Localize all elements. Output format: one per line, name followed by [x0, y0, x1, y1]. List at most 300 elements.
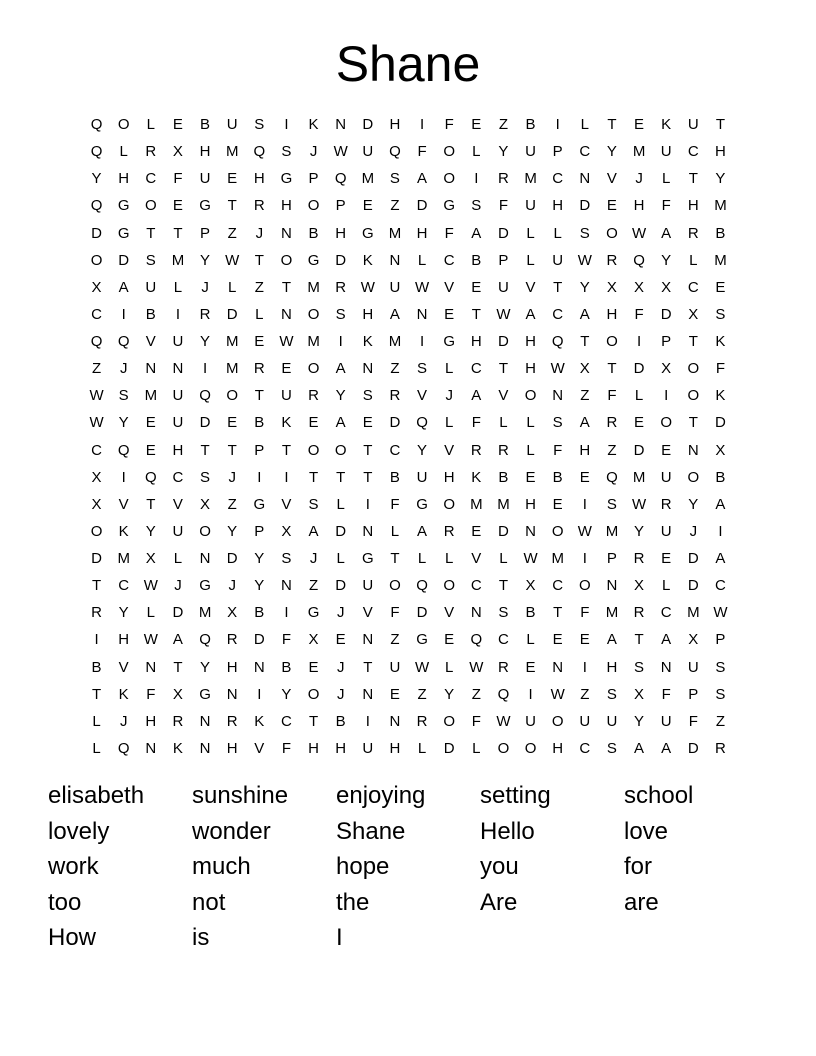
grid-letter: O	[524, 739, 537, 757]
grid-letter: R	[443, 522, 455, 540]
grid-letter: I	[419, 333, 425, 351]
grid-letter: N	[525, 522, 536, 540]
grid-letter: H	[335, 224, 347, 242]
grid-letter: V	[145, 333, 156, 351]
grid-letter: O	[307, 685, 320, 703]
grid-letter: P	[200, 224, 211, 242]
grid-letter: L	[445, 550, 454, 568]
grid-letter: I	[582, 550, 587, 568]
grid-letter: T	[336, 468, 346, 486]
grid-letter: O	[199, 522, 211, 540]
grid-letter: T	[363, 658, 373, 676]
word-list-item: love	[624, 817, 669, 845]
grid-letter: N	[253, 658, 265, 676]
grid-letter: L	[526, 441, 535, 459]
grid-letter: O	[280, 251, 293, 269]
word-list-item: hope	[336, 853, 390, 880]
grid-letter: N	[199, 739, 211, 757]
grid-letter: R	[660, 495, 672, 513]
grid-letter: N	[362, 522, 374, 540]
grid-letter: Y	[200, 658, 211, 676]
word-list-item: is	[192, 924, 210, 951]
grid-letter: Z	[390, 631, 400, 649]
grid-letter: X	[579, 360, 590, 378]
grid-letter: U	[389, 278, 401, 296]
grid-letter: O	[606, 224, 618, 242]
grid-letter: D	[335, 577, 347, 595]
grid-letter: A	[715, 550, 726, 568]
grid-letter: S	[200, 468, 211, 486]
grid-letter: Y	[91, 170, 102, 188]
grid-letter: X	[634, 278, 645, 296]
grid-letter: P	[308, 170, 319, 188]
grid-letter: R	[687, 224, 699, 242]
grid-letter: X	[145, 550, 156, 568]
grid-letter: U	[525, 143, 536, 161]
grid-letter: I	[284, 116, 289, 134]
grid-letter: N	[687, 441, 699, 459]
grid-letter: I	[257, 685, 262, 703]
grid-letter: D	[579, 197, 591, 215]
grid-letter: G	[199, 685, 211, 703]
grid-letter: J	[228, 468, 236, 486]
grid-letter: F	[553, 441, 563, 459]
grid-letter: F	[498, 197, 509, 215]
grid-letter: G	[307, 251, 320, 269]
grid-letter: G	[117, 224, 130, 242]
grid-letter: M	[144, 387, 158, 405]
grid-letter: T	[580, 333, 590, 351]
grid-letter: Y	[688, 495, 699, 513]
grid-letter: B	[498, 468, 509, 486]
grid-letter: J	[201, 278, 209, 296]
grid-letter: A	[172, 631, 183, 649]
grid-letter: O	[443, 143, 456, 161]
grid-letter: E	[172, 197, 183, 215]
grid-letter: T	[281, 278, 292, 296]
grid-letter: M	[307, 333, 320, 351]
grid-letter: E	[715, 278, 726, 296]
grid-letter: J	[309, 143, 318, 161]
grid-letter: M	[714, 197, 727, 215]
grid-letter: D	[687, 739, 699, 757]
grid-letter: V	[118, 658, 129, 676]
grid-letter: U	[172, 333, 184, 351]
grid-letter: I	[365, 712, 370, 730]
grid-letter: K	[362, 333, 373, 351]
grid-letter: S	[715, 305, 726, 323]
grid-letter: C	[470, 577, 482, 595]
grid-letter: F	[173, 170, 183, 188]
grid-letter: T	[254, 251, 264, 269]
grid-letter: W	[89, 387, 104, 405]
grid-letter: R	[253, 360, 265, 378]
grid-letter: U	[416, 468, 428, 486]
grid-letter: O	[551, 522, 564, 540]
puzzle-title: Shane	[335, 36, 481, 92]
grid-letter: H	[470, 333, 482, 351]
grid-letter: T	[173, 224, 183, 242]
grid-letter: H	[308, 739, 319, 757]
grid-letter: D	[199, 414, 211, 432]
grid-letter: N	[416, 305, 428, 323]
grid-letter: Y	[634, 712, 645, 730]
grid-letter: T	[498, 577, 509, 595]
grid-letter: D	[172, 604, 184, 622]
grid-letter: Q	[117, 739, 130, 757]
grid-letter: U	[172, 387, 184, 405]
grid-letter: T	[173, 658, 183, 676]
grid-letter: D	[226, 550, 238, 568]
grid-letter: K	[118, 685, 129, 703]
grid-letter: V	[172, 495, 183, 513]
grid-letter: M	[687, 604, 700, 622]
grid-letter: U	[660, 143, 672, 161]
grid-letter: L	[92, 739, 101, 757]
grid-letter: U	[226, 116, 238, 134]
grid-letter: S	[254, 116, 265, 134]
grid-letter: W	[713, 604, 728, 622]
grid-letter: Z	[607, 441, 617, 459]
grid-letter: D	[253, 631, 265, 649]
grid-letter: D	[498, 224, 509, 242]
grid-letter: K	[715, 333, 726, 351]
grid-letter: V	[444, 604, 455, 622]
grid-letter: W	[577, 251, 592, 269]
grid-letter: T	[607, 116, 617, 134]
grid-letter: M	[524, 170, 537, 188]
grid-letter: S	[498, 604, 509, 622]
grid-letter: X	[606, 278, 617, 296]
grid-letter: W	[225, 251, 240, 269]
grid-letter: A	[471, 387, 482, 405]
grid-letter: U	[687, 658, 699, 676]
grid-letter: Y	[715, 170, 726, 188]
grid-letter: M	[497, 495, 510, 513]
grid-letter: E	[444, 305, 455, 323]
grid-letter: Z	[227, 495, 237, 513]
word-list-item: lovely	[48, 817, 110, 845]
grid-letter: Q	[90, 143, 103, 161]
grid-letter: K	[254, 712, 265, 730]
grid-letter: U	[145, 278, 157, 296]
grid-letter: D	[362, 116, 374, 134]
grid-letter: N	[389, 712, 401, 730]
grid-letter: C	[172, 468, 184, 486]
grid-letter: O	[307, 441, 320, 459]
grid-letter: E	[362, 414, 373, 432]
grid-letter: I	[284, 604, 289, 622]
word-list-item: How	[48, 924, 97, 951]
grid-letter: I	[121, 468, 126, 486]
grid-letter: H	[281, 197, 292, 215]
grid-letter: E	[634, 116, 645, 134]
grid-letter: D	[335, 251, 347, 269]
grid-letter: B	[281, 658, 292, 676]
grid-letter: M	[225, 143, 239, 161]
grid-letter: B	[525, 604, 536, 622]
grid-letter: H	[226, 739, 238, 757]
grid-letter: O	[117, 116, 130, 134]
grid-letter: B	[91, 658, 102, 676]
grid-letter: T	[498, 360, 509, 378]
grid-letter: B	[471, 251, 482, 269]
grid-letter: O	[90, 251, 103, 269]
grid-letter: H	[118, 631, 130, 649]
grid-letter: G	[199, 197, 211, 215]
grid-letter: O	[551, 712, 564, 730]
grid-letter: T	[607, 360, 617, 378]
grid-letter: N	[172, 360, 184, 378]
grid-letter: B	[254, 604, 265, 622]
grid-letter: T	[634, 631, 644, 649]
grid-letter: S	[417, 360, 428, 378]
grid-letter: U	[525, 712, 536, 730]
grid-letter: X	[227, 604, 238, 622]
grid-letter: D	[687, 550, 699, 568]
grid-letter: I	[718, 522, 723, 540]
grid-letter: T	[688, 333, 698, 351]
grid-letter: E	[525, 658, 536, 676]
grid-letter: U	[660, 468, 672, 486]
grid-letter: D	[335, 522, 347, 540]
grid-letter: Q	[389, 143, 401, 161]
grid-letter: H	[606, 658, 618, 676]
grid-letter: Z	[471, 685, 481, 703]
grid-letter: G	[443, 333, 456, 351]
grid-letter: O	[606, 333, 618, 351]
grid-letter: I	[419, 116, 425, 134]
grid-letter: L	[146, 604, 155, 622]
grid-letter: L	[445, 414, 454, 432]
grid-letter: S	[579, 224, 590, 242]
grid-letter: Z	[390, 197, 400, 215]
grid-letter: G	[361, 550, 374, 568]
grid-letter: Z	[254, 278, 264, 296]
grid-letter: I	[664, 387, 669, 405]
grid-letter: U	[172, 414, 184, 432]
grid-letter: P	[661, 333, 672, 351]
grid-letter: O	[687, 468, 700, 486]
grid-letter: Q	[117, 333, 130, 351]
word-list-item: Shane	[336, 817, 406, 845]
grid-letter: R	[199, 305, 211, 323]
grid-letter: C	[498, 631, 509, 649]
grid-letter: P	[335, 197, 346, 215]
word-list-item: much	[192, 853, 251, 880]
grid-letter: R	[145, 143, 157, 161]
grid-letter: E	[471, 522, 482, 540]
grid-letter: E	[471, 116, 482, 134]
grid-letter: A	[606, 631, 617, 649]
grid-letter: W	[360, 278, 375, 296]
grid-letter: S	[281, 550, 292, 568]
grid-letter: E	[308, 414, 319, 432]
grid-letter: O	[144, 197, 157, 215]
grid-letter: W	[550, 360, 565, 378]
grid-letter: W	[414, 658, 430, 676]
grid-letter: Y	[200, 251, 211, 269]
grid-letter: L	[417, 251, 427, 269]
grid-letter: U	[687, 116, 699, 134]
grid-letter: T	[200, 441, 210, 459]
word-list-item: too	[48, 888, 82, 916]
grid-letter: R	[226, 712, 238, 730]
grid-letter: S	[606, 495, 617, 513]
word-list-item: wonder	[192, 817, 271, 845]
grid-letter: T	[227, 197, 237, 215]
word-list-item: Hello	[480, 817, 535, 845]
grid-letter: P	[498, 251, 509, 269]
grid-letter: N	[579, 170, 591, 188]
grid-letter: B	[254, 414, 265, 432]
grid-letter: H	[552, 739, 564, 757]
grid-letter: Z	[390, 360, 400, 378]
grid-letter: S	[362, 387, 373, 405]
grid-letter: I	[582, 658, 587, 676]
grid-letter: T	[553, 604, 563, 622]
grid-letter: S	[118, 387, 129, 405]
grid-letter: L	[662, 170, 671, 188]
grid-letter: Z	[417, 685, 427, 703]
grid-letter: S	[634, 658, 645, 676]
grid-letter: E	[471, 278, 482, 296]
grid-letter: I	[284, 468, 289, 486]
grid-letter: F	[688, 712, 698, 730]
grid-letter: T	[390, 550, 400, 568]
grid-letter: Q	[416, 577, 428, 595]
grid-letter: P	[715, 631, 726, 649]
grid-letter: O	[443, 170, 456, 188]
grid-letter: E	[579, 631, 590, 649]
grid-letter: Y	[254, 577, 265, 595]
grid-letter: I	[528, 685, 533, 703]
grid-letter: L	[92, 712, 101, 730]
word-list-item: sunshine	[192, 782, 289, 809]
grid-letter: F	[471, 712, 481, 730]
grid-letter: L	[417, 739, 427, 757]
grid-letter: J	[119, 712, 128, 730]
grid-letter: X	[91, 278, 102, 296]
grid-letter: V	[444, 278, 455, 296]
grid-letter: N	[362, 685, 374, 703]
grid-letter: L	[526, 251, 535, 269]
grid-letter: H	[172, 441, 184, 459]
grid-letter: H	[687, 197, 699, 215]
grid-letter: F	[390, 495, 400, 513]
grid-letter: L	[526, 414, 535, 432]
grid-letter: T	[146, 495, 156, 513]
grid-letter: R	[416, 712, 428, 730]
grid-letter: C	[470, 360, 482, 378]
grid-letter: Y	[281, 685, 292, 703]
grid-letter: E	[335, 631, 346, 649]
grid-letter: R	[253, 197, 265, 215]
grid-letter: L	[336, 550, 345, 568]
grid-letter: W	[414, 278, 430, 296]
grid-letter: M	[632, 143, 646, 161]
grid-letter: L	[472, 739, 481, 757]
grid-letter: J	[336, 685, 345, 703]
word-list-item: for	[624, 853, 653, 880]
grid-letter: N	[199, 550, 211, 568]
grid-letter: M	[171, 251, 185, 269]
grid-letter: O	[443, 495, 456, 513]
grid-letter: W	[577, 522, 592, 540]
grid-letter: E	[281, 360, 292, 378]
grid-letter: H	[145, 712, 157, 730]
grid-letter: U	[606, 712, 618, 730]
grid-letter: C	[552, 170, 564, 188]
grid-letter: Q	[253, 143, 266, 161]
grid-letter: N	[199, 712, 211, 730]
grid-letter: U	[172, 522, 184, 540]
grid-letter: J	[336, 658, 345, 676]
grid-letter: M	[632, 468, 646, 486]
word-list-item: work	[48, 853, 99, 880]
grid-letter: D	[498, 333, 509, 351]
grid-letter: X	[634, 685, 645, 703]
grid-letter: S	[471, 197, 482, 215]
grid-letter: Y	[444, 685, 455, 703]
grid-letter: J	[228, 577, 236, 595]
grid-letter: L	[445, 658, 454, 676]
word-list-item: you	[480, 853, 519, 880]
grid-letter: N	[660, 658, 672, 676]
grid-letter: T	[715, 116, 726, 134]
grid-letter: N	[552, 387, 564, 405]
grid-letter: E	[661, 441, 672, 459]
grid-letter: V	[471, 550, 482, 568]
grid-letter: X	[172, 685, 183, 703]
grid-letter: A	[389, 305, 400, 323]
grid-letter: F	[444, 116, 454, 134]
grid-letter: B	[525, 116, 536, 134]
grid-letter: X	[688, 305, 699, 323]
grid-letter: I	[121, 305, 126, 323]
grid-letter: I	[175, 305, 181, 323]
grid-letter: W	[631, 224, 647, 242]
grid-letter: B	[715, 224, 726, 242]
grid-letter: I	[257, 468, 262, 486]
grid-letter: D	[443, 739, 455, 757]
grid-letter: Q	[497, 685, 510, 703]
grid-letter: Y	[335, 387, 346, 405]
grid-letter: W	[550, 685, 565, 703]
grid-letter: C	[552, 577, 564, 595]
grid-letter: M	[605, 522, 619, 540]
grid-letter: E	[661, 550, 672, 568]
grid-letter: N	[145, 360, 157, 378]
grid-letter: X	[91, 468, 102, 486]
grid-letter: I	[202, 360, 208, 378]
grid-letter: X	[661, 360, 672, 378]
grid-letter: H	[579, 441, 591, 459]
grid-letter: F	[634, 305, 644, 323]
grid-letter: E	[308, 658, 319, 676]
grid-letter: R	[633, 550, 645, 568]
grid-letter: O	[524, 387, 537, 405]
grid-letter: A	[335, 414, 346, 432]
grid-letter: L	[173, 278, 183, 296]
grid-letter: Y	[200, 333, 211, 351]
grid-letter: X	[281, 522, 292, 540]
grid-letter: A	[661, 631, 672, 649]
grid-letter: G	[416, 631, 428, 649]
grid-letter: T	[363, 441, 373, 459]
grid-letter: Y	[661, 251, 672, 269]
grid-letter: E	[552, 631, 563, 649]
